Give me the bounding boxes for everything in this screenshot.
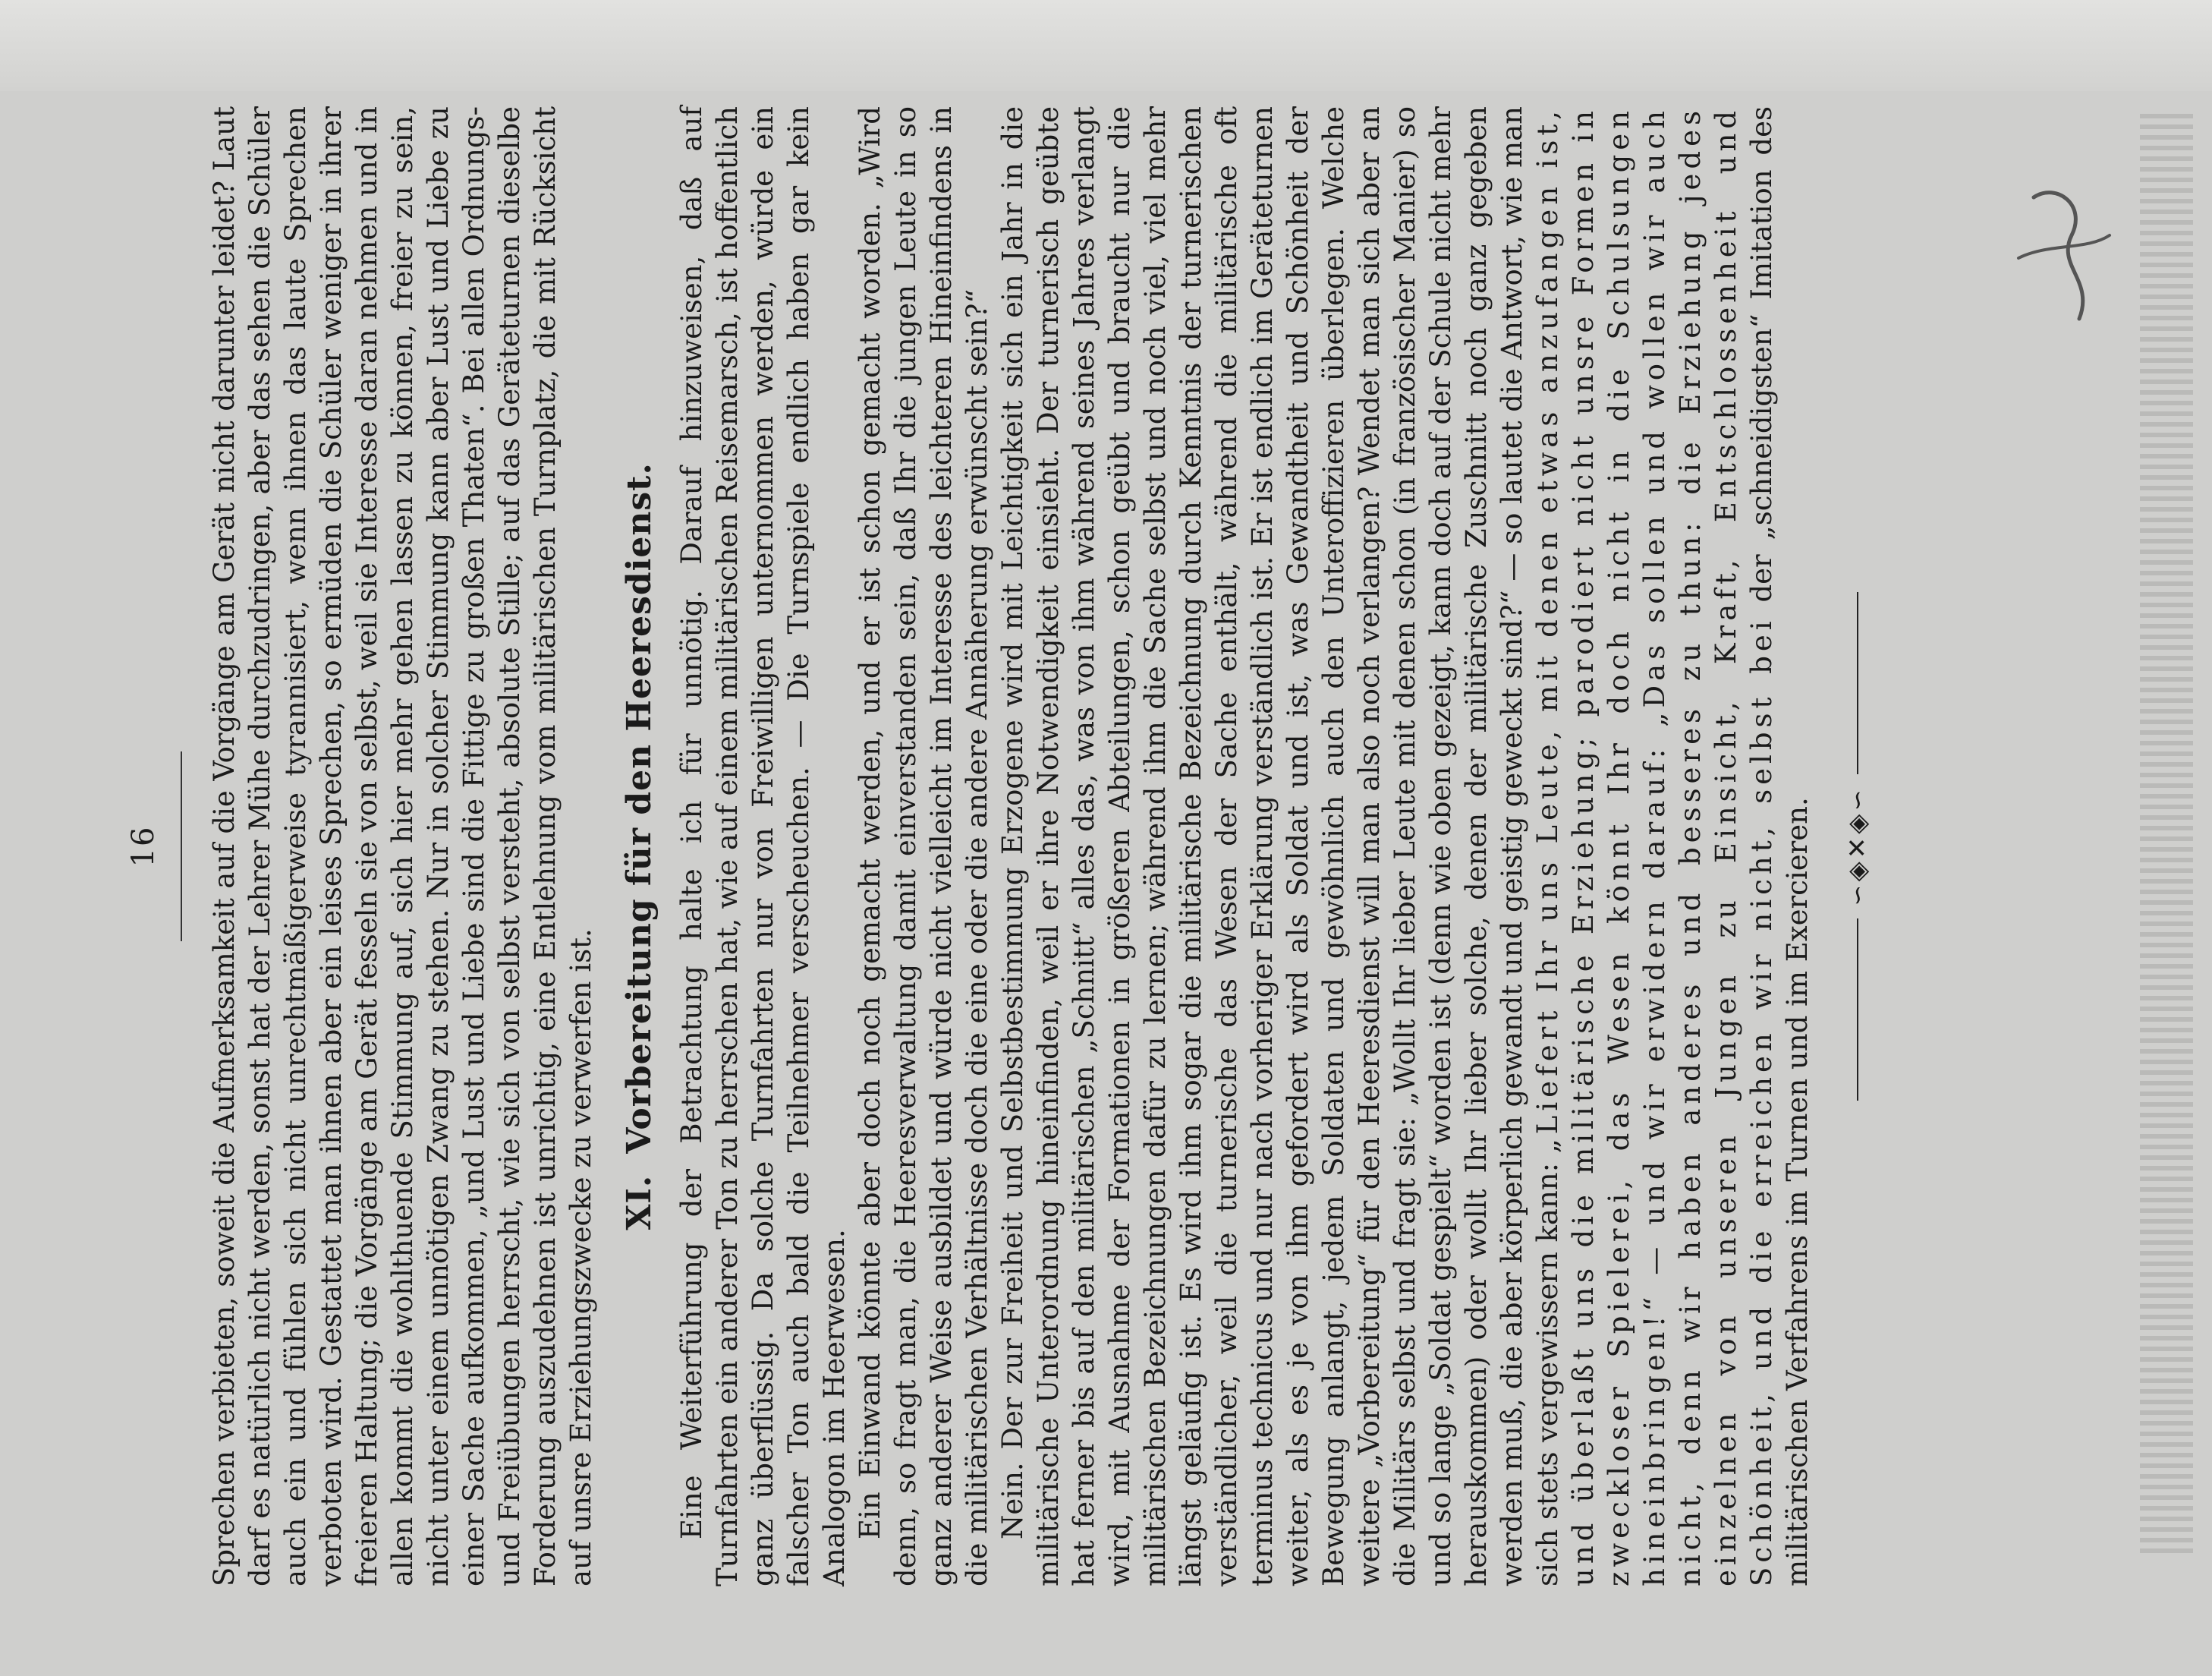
section-number: XI.	[620, 1174, 659, 1230]
page-number: 16	[126, 825, 161, 868]
section-title: Vorbereitung für den Heeresdienst.	[620, 462, 659, 1154]
page-header	[121, 106, 167, 1586]
body-text	[206, 106, 1873, 1586]
paragraph-text: Nein. Der zur Freiheit und Selbstbestimmung Erzogene wird mit Leichtigkeit sich ein Jahr in die militärische Unterordnung hineinfinden, weil er ihre Notwendigkeit einsieht. Der turnerisch geübte hat ferner bis auf den militärischen „Schnitt“ alles das, was von ihm während seines Jahres verlangt wird, mit Ausnahme der Formationen in größeren Abteilungen, schon geübt und braucht nur die militärischen Bezeichnungen dafür zu lernen; während ihm die Sache selbst und noch viel, viel mehr längst geläufig ist. Es wird ihm sogar die militärische Bezeichnung durch Kenntnis der turnerischen verständlicher, weil die turnerische das Wesen der Sache enthält, während die militärische oft terminus technicus und nur nach vorheriger Erklärung verständlich ist. Er ist endlich im Geräteturnen weiter, als es je von ihm gefordert wird als Soldat und ist, was Gewandtheit und Schönheit der Bewegung anlangt, jedem Soldaten und gewöhnlich auch den Unteroffizieren überlegen. Welche weitere „Vorbereitung“ für den Heeresdienst will man also noch verlangen? Wendet man sich aber an die Militärs selbst und fragt sie: „Wollt Ihr lieber Leute mit denen schon (in französischer Manier) so und so lange „Soldat gespielt“ worden ist (denn wie oben gezeigt, kann doch auf der Schule nicht mehr herauskommen) oder wollt Ihr lieber solche, denen der militärische Zuschnitt noch ganz gegeben werden muß, die aber körperlich gewandt und geistig geweckt sind?“ — so lautet die Antwort, wie man sich stets vergewissern kann:	[996, 106, 1564, 1586]
scanner-margin	[0, 0, 2212, 91]
ornament-line	[1857, 918, 1858, 1101]
section-heading	[621, 106, 657, 1586]
end-ornament	[1842, 106, 1873, 1586]
paragraph: Eine Weiterführung der Betrachtung halte ich für unnötig. Darauf hinzuweisen, daß auf Turnfahrten ein anderer Ton zu herrschen hat, wie auf einem militärischen Reisemarsch, ist hoffentlich ganz überflüssig. Da solche Turnfahrten nur von Freiwilligen unternommen werden, würde ein falscher Ton auch bald die Teilnehmer verscheuchen. — Die Turnspiele endlich haben gar kein Analogon im Heerwesen.	[675, 106, 851, 1586]
rotated-page	[121, 106, 2064, 1586]
header-rule	[181, 751, 182, 941]
paragraph-text: der „schneidigsten“ Imitation des militärischen Verfahrens im Turnen und im Exercieren.	[1745, 106, 1814, 1586]
ornament-line	[1857, 592, 1858, 774]
paragraph	[995, 106, 1815, 1586]
paragraph: Sprechen verbieten, soweit die Aufmerksamkeit auf die Vorgänge am Gerät nicht darunter leidet? Laut darf es natürlich nicht werden, sonst hat der Lehrer Mühe durchzudringen, aber das sehen die Schüler auch ein und fühlen sich nicht unrechtmäßigerweise tyrannisiert, wenn ihnen das laute Sprechen verboten wird. Gestattet man ihnen aber ein leises Sprechen, so ermüden die Schüler weniger in ihrer freieren Haltung; die Vorgänge am Gerät fesseln sie von selbst, weil sie Interesse daran nehmen und in allen kommt die wohlthuende Stimmung auf, sich hier mehr gehen lassen zu können, freier zu sein, nicht unter einem unnötigen Zwang zu stehen. Nur in solcher Stimmung kann aber Lust und Liebe zu einer Sache aufkommen, „und Lust und Liebe sind die Fittige zu großen Thaten“. Bei allen Ordnungs- und Freiübungen herrscht, wie sich von selbst versteht, absolute Stille; auf das Geräteturnen dieselbe Forderung auszudehnen ist unrichtig, eine Entlehnung vom militärischen Turnplatz, die mit Rücksicht auf unsre Erziehungszwecke zu verwerfen ist.	[208, 106, 597, 1586]
reverse-side-bleed-through	[2140, 114, 2193, 1556]
paragraph: Ein Einwand könnte aber doch noch gemacht werden, und er ist schon gemacht worden. „Wird denn, so fragt man, die Heeresverwaltung damit einverstanden sein, daß Ihr die jungen Leute in so ganz anderer Weise ausbildet und würde nicht vielleicht im Interesse des leichteren Hineinfindens in die militärischen Verhältnisse doch die eine oder die andere Annäherung erwünscht sein?“	[854, 106, 993, 1586]
ornament-icon: ∽◈✕◈∽	[1842, 786, 1873, 906]
spaced-emphasis: „Liefert Ihr uns Leute, mit denen etwas anzufangen ist, und überlaßt uns die militärische Erziehung; parodiert nicht unsre Formen in zweckloser Spielerei, das Wesen könnt Ihr doch nicht in die Schulsungen hineinbringen!“ — und wir erwidern darauf: „Das sollen und wollen wir auch nicht, denn wir haben anderes und besseres zu thun: die Erziehung jedes einzelnen von unseren Jungen zu Einsicht, Kraft, Entschlossenheit und Schönheit, und die erreichen wir nicht, selbst bei	[1531, 106, 1778, 1586]
